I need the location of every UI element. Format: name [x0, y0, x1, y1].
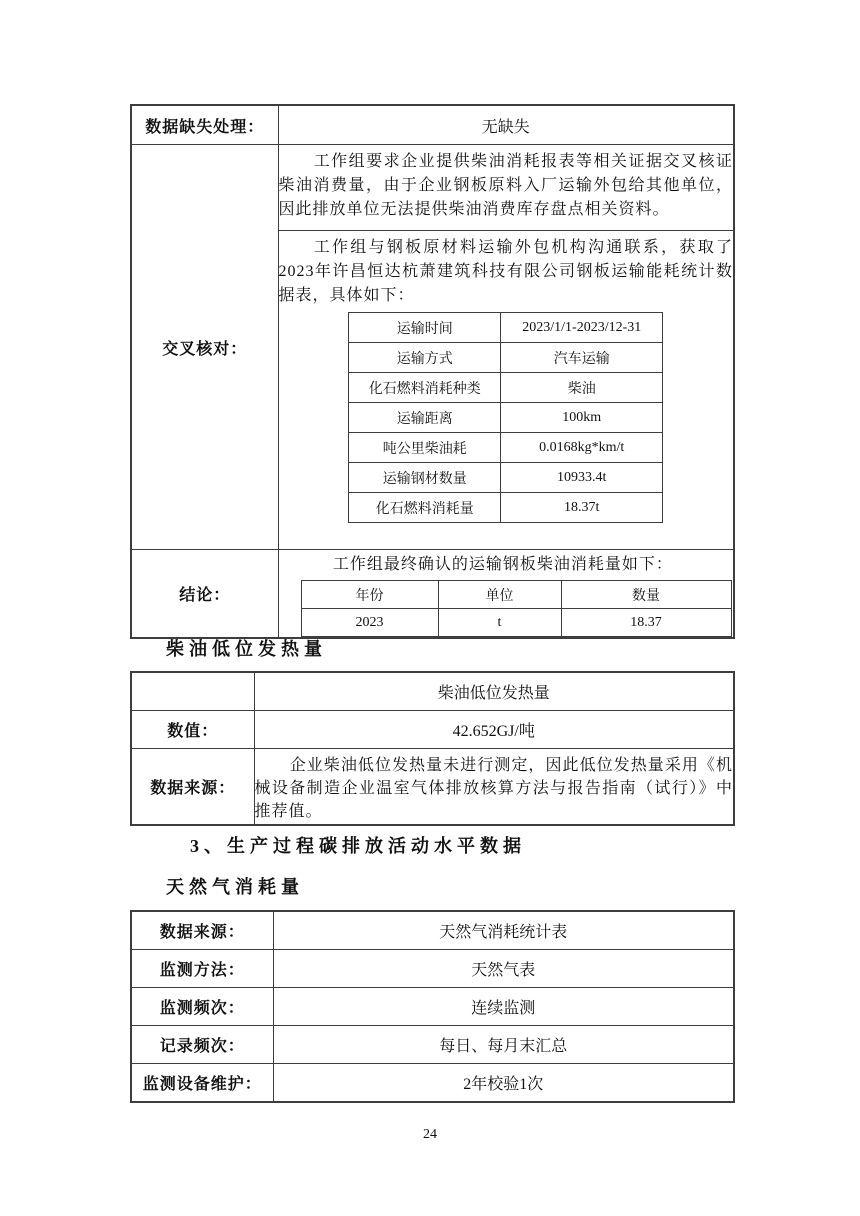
- value-cell: 42.652GJ/吨: [254, 711, 734, 749]
- missing-data-value: 无缺失: [278, 105, 734, 145]
- transport-stats-table: [348, 312, 663, 523]
- diesel-heat-table: [130, 671, 735, 826]
- source-paragraph: 企业柴油低位发热量未进行测定，因此低位发热量采用《机械设备制造企业温室气体排放核算方法与报告指南（试行）》中推荐值。: [254, 757, 733, 820]
- conclusion-label: 结论：: [131, 550, 278, 639]
- stat-value: 10933.4t: [501, 463, 663, 493]
- section-heading-gas: 天然气消耗量: [166, 877, 304, 897]
- table-row: [131, 550, 734, 639]
- gas-row-value: 每日、每月末汇总: [273, 1026, 734, 1064]
- gas-row-value: 天然气表: [273, 950, 734, 988]
- gas-row-label: 监测方法：: [131, 950, 273, 988]
- diesel-heat-title: 柴油低位发热量: [254, 672, 734, 711]
- table-row: [349, 343, 663, 373]
- gas-row-label: 数据来源：: [131, 911, 273, 950]
- table-row: [131, 105, 734, 145]
- section-heading-process: 3、生产过程碳排放活动水平数据: [190, 836, 526, 856]
- column-header: 数量: [561, 581, 731, 609]
- table-row: [131, 911, 734, 950]
- table-row: [349, 433, 663, 463]
- stat-value: 18.37t: [501, 493, 663, 523]
- column-header: 年份: [301, 581, 438, 609]
- page-number: 24: [423, 1127, 437, 1142]
- stat-value: 0.0168kg*km/t: [501, 433, 663, 463]
- table-row: [131, 988, 734, 1026]
- conclusion-intro: 工作组最终确认的运输钢板柴油消耗量如下：: [332, 556, 673, 573]
- table-row: [349, 493, 663, 523]
- conclusion-table: [301, 580, 732, 637]
- cross-check-label: 交叉核对：: [131, 145, 278, 550]
- gas-row-value: 天然气消耗统计表: [273, 911, 734, 950]
- stat-label: 化石燃料消耗种类: [349, 373, 501, 403]
- cross-check-cell-2: [278, 231, 734, 550]
- column-header: 单位: [438, 581, 561, 609]
- source-label: 数据来源：: [131, 749, 254, 826]
- empty-label-cell: [131, 672, 254, 711]
- table-row: [131, 950, 734, 988]
- gas-row-label: 监测频次：: [131, 988, 273, 1026]
- table-row: [131, 1064, 734, 1103]
- conclusion-quantity: 18.37: [561, 609, 731, 637]
- gas-row-label: 记录频次：: [131, 1026, 273, 1064]
- stat-label: 化石燃料消耗量: [349, 493, 501, 523]
- stat-label: 运输时间: [349, 313, 501, 343]
- table-header-row: [301, 581, 731, 609]
- gas-row-value: 连续监测: [273, 988, 734, 1026]
- table-row: [349, 373, 663, 403]
- stat-label: 运输方式: [349, 343, 501, 373]
- section-heading-diesel-heat: 柴油低位发热量: [166, 639, 327, 659]
- source-cell: [254, 749, 734, 826]
- conclusion-unit: t: [438, 609, 561, 637]
- cross-check-paragraph-1: 工作组要求企业提供柴油消耗报表等相关证据交叉核证柴油消费量，由于企业钢板原料入厂运输外包给其他单位，因此排放单位无法提供柴油消费库存盘点相关资料。: [278, 153, 733, 218]
- table-row: [131, 672, 734, 711]
- stat-value: 2023/1/1-2023/12-31: [501, 313, 663, 343]
- stat-label: 运输钢材数量: [349, 463, 501, 493]
- diesel-verification-table: [130, 104, 735, 639]
- stat-value: 柴油: [501, 373, 663, 403]
- table-row: [131, 145, 734, 231]
- cross-check-cell-1: [278, 145, 734, 231]
- gas-row-label: 监测设备维护：: [131, 1064, 273, 1103]
- stat-value: 汽车运输: [501, 343, 663, 373]
- natural-gas-table: [130, 910, 735, 1103]
- table-row: [131, 1026, 734, 1064]
- value-label: 数值：: [131, 711, 254, 749]
- gas-row-value: 2年校验1次: [273, 1064, 734, 1103]
- table-row: [131, 749, 734, 826]
- table-row: [349, 463, 663, 493]
- stat-label: 吨公里柴油耗: [349, 433, 501, 463]
- table-row: [349, 313, 663, 343]
- table-row: [349, 403, 663, 433]
- table-row: [301, 609, 731, 637]
- stat-value: 100km: [501, 403, 663, 433]
- stat-label: 运输距离: [349, 403, 501, 433]
- missing-data-label: 数据缺失处理：: [131, 105, 278, 145]
- table-row: [131, 711, 734, 749]
- conclusion-cell: [278, 550, 734, 639]
- cross-check-paragraph-2: 工作组与钢板原材料运输外包机构沟通联系，获取了2023年许昌恒达杭萧建筑科技有限公司钢板运输能耗统计数据表，具体如下：: [278, 239, 733, 304]
- conclusion-year: 2023: [301, 609, 438, 637]
